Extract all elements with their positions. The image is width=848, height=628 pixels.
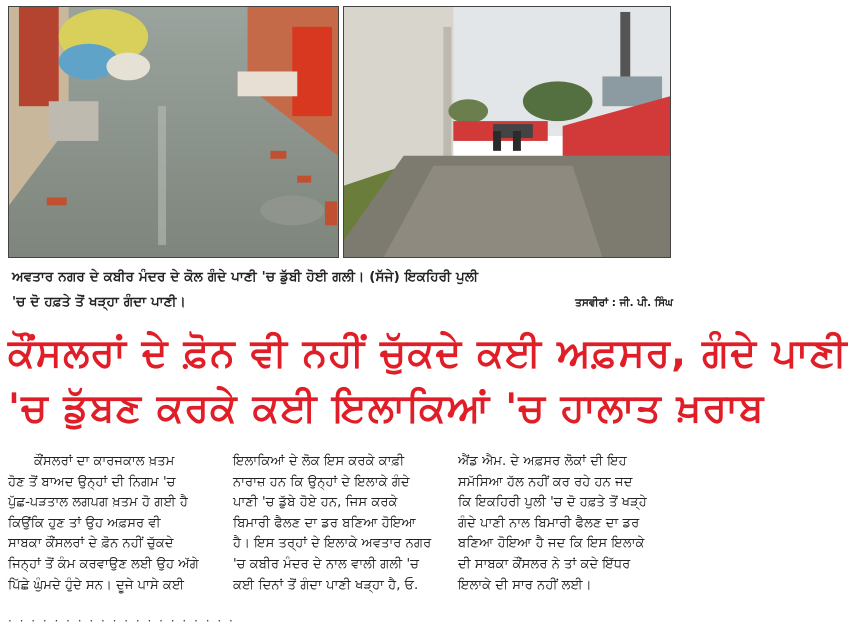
column-2-line: ਨਾਰਾਜ਼ ਹਨ ਕਿ ਉਨ੍ਹਾਂ ਦੇ ਇਲਾਕੇ ਗੰਦੇ xyxy=(233,474,410,490)
column-2-line: ਇਲਾਕਿਆਂ ਦੇ ਲੋਕ ਇਸ ਕਰਕੇ ਕਾਫ਼ੀ xyxy=(233,454,405,469)
headline-line-1: ਕੌਂਸਲਰਾਂ ਦੇ ਫ਼ੋਨ ਵੀ ਨਹੀਂ ਚੁੱਕਦੇ ਕਈ ਅਫ਼ਸਰ, ਗੰਦੇ ਪਾਣੀ xyxy=(8,331,848,376)
column-1-line: ਪੁੱਛ-ਪੜਤਾਲ ਲਗਪਗ ਖ਼ਤਮ ਹੋ ਗਈ ਹੈ xyxy=(8,495,189,511)
column-3-line: ਗੰਦੇ ਪਾਣੀ ਨਾਲ ਬਿਮਾਰੀ ਫੈਲਣ ਦਾ ਡਰ xyxy=(458,515,640,531)
column-2-line: 'ਚ ਕਬੀਰ ਮੰਦਰ ਦੇ ਨਾਲ ਵਾਲੀ ਗਲੀ 'ਚ xyxy=(233,556,419,572)
flooded-lane-image xyxy=(9,7,338,257)
column-3-line: ਸਮੱਸਿਆ ਹੱਲ ਨਹੀਂ ਕਰ ਰਹੇ ਹਨ ਜਦ xyxy=(458,474,633,490)
column-2-line: ਬਿਮਾਰੀ ਫੈਲਣ ਦਾ ਡਰ ਬਣਿਆ ਹੋਇਆ xyxy=(233,515,416,531)
article-column-2 xyxy=(233,452,451,596)
column-1-line: ਕੌਂਸਲਰਾਂ ਦਾ ਕਾਰਜਕਾਲ ਖ਼ਤਮ xyxy=(34,454,175,469)
column-2-line: ਕਈ ਦਿਨਾਂ ਤੋਂ ਗੰਦਾ ਪਾਣੀ ਖੜ੍ਹਾ ਹੈ, ਓ. xyxy=(233,577,419,593)
column-2-line: ਹੈ। ਇਸ ਤਰ੍ਹਾਂ ਦੇ ਇਲਾਕੇ ਅਵਤਾਰ ਨਗਰ xyxy=(233,536,432,552)
photo-credit: ਤਸਵੀਰਾਂ : ਜੀ. ਪੀ. ਸਿੰਘ xyxy=(575,297,673,309)
flooded-lane-photo xyxy=(8,6,339,258)
underpass-water-photo xyxy=(343,6,671,258)
article-column-3 xyxy=(458,452,683,596)
underpass-water-image xyxy=(344,7,670,257)
column-3-line: ਦੀ ਸਾਬਕਾ ਕੌਂਸਲਰ ਨੇ ਤਾਂ ਕਦੇ ਇੱਧਰ xyxy=(458,556,631,572)
column-1-line: ਸਾਬਕਾ ਕੌਂਸਲਰਾਂ ਦੇ ਫ਼ੋਨ ਨਹੀਂ ਚੁੱਕਦੇ xyxy=(8,536,174,552)
column-2-line: ਪਾਣੀ 'ਚ ਡੁੱਬੇ ਹੋਏ ਹਨ, ਜਿਸ ਕਰਕੇ xyxy=(233,495,398,511)
column-3-line: ਐਂਡ ਐਮ. ਦੇ ਅਫ਼ਸਰ ਲੋਕਾਂ ਦੀ ਇਹ xyxy=(458,454,627,469)
photo-caption-line-1: ਅਵਤਾਰ ਨਗਰ ਦੇ ਕਬੀਰ ਮੰਦਰ ਦੇ ਕੋਲ ਗੰਦੇ ਪਾਣੀ 'ਚ ਡੁੱਬੀ ਹੋਈ ਗਲੀ। (ਸੱਜੇ) ਇਕਹਿਰੀ ਪੁਲੀ xyxy=(12,270,479,285)
column-1-line: ਜਿਨ੍ਹਾਂ ਤੋਂ ਕੰਮ ਕਰਵਾਉਣ ਲਈ ਉਹ ਅੱਗੇ xyxy=(8,556,199,572)
column-1-line: ਪਿੱਛੇ ਘੁੰਮਦੇ ਹੁੰਦੇ ਸਨ। ਦੂਜੇ ਪਾਸੇ ਕਈ xyxy=(8,577,185,593)
column-3-line: ਬਣਿਆ ਹੋਇਆ ਹੈ ਜਦ ਕਿ ਇਸ ਇਲਾਕੇ xyxy=(458,536,645,552)
cut-off-next-article: · · · · · · · · · · · · · · · · · · · · xyxy=(8,614,235,628)
column-3-line: ਕਿ ਇਕਹਿਰੀ ਪੁਲੀ 'ਚ ਦੋ ਹਫ਼ਤੇ ਤੋਂ ਖੜ੍ਹੇ xyxy=(458,495,647,511)
photo-caption-line-2: 'ਚ ਦੋ ਹਫ਼ਤੇ ਤੋਂ ਖੜ੍ਹਾ ਗੰਦਾ ਪਾਣੀ। xyxy=(12,295,186,310)
article-column-1 xyxy=(8,452,226,596)
column-1-line: ਹੋਣ ਤੋਂ ਬਾਅਦ ਉਨ੍ਹਾਂ ਦੀ ਨਿਗਮ 'ਚ xyxy=(8,474,176,490)
headline-line-2: 'ਚ ਡੁੱਬਣ ਕਰਕੇ ਕਈ ਇਲਾਕਿਆਂ 'ਚ ਹਾਲਾਤ ਖ਼ਰਾਬ xyxy=(8,386,765,431)
column-3-line: ਇਲਾਕੇ ਦੀ ਸਾਰ ਨਹੀਂ ਲਈ। xyxy=(458,577,592,593)
column-1-line: ਕਿਉਂਕਿ ਹੁਣ ਤਾਂ ਉਹ ਅਫ਼ਸਰ ਵੀ xyxy=(8,515,161,531)
